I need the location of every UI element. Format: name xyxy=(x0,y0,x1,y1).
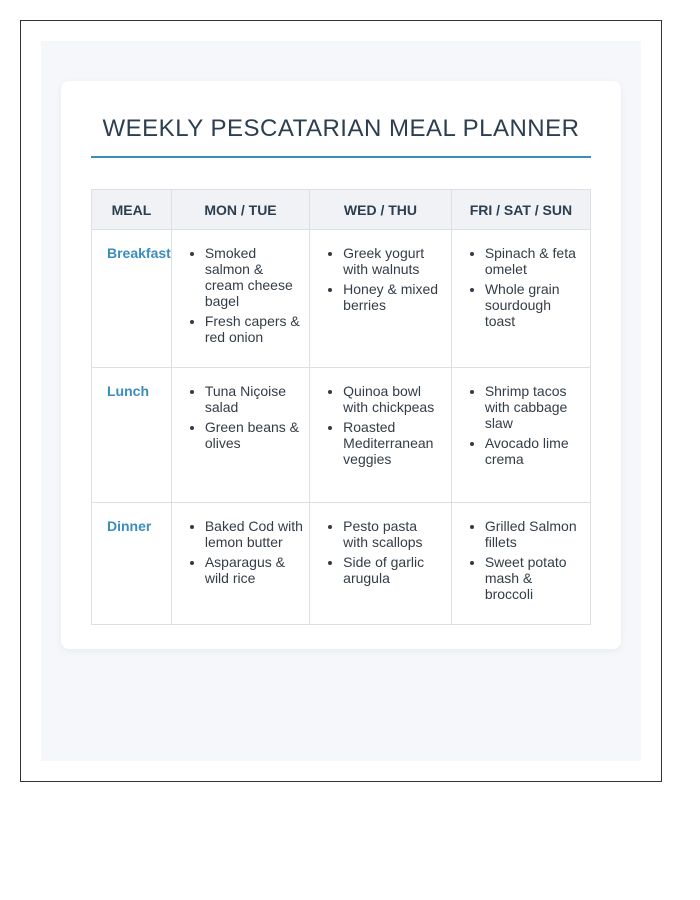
list-item: • Greek yogurt with walnuts xyxy=(343,245,445,277)
list-item: • Spinach & feta omelet xyxy=(485,245,584,277)
meal-label: Dinner xyxy=(92,503,172,625)
meal-table xyxy=(91,189,591,625)
table-row-lunch xyxy=(92,368,591,503)
cell-dinner-mon-tue xyxy=(171,503,309,625)
list-item: • Fresh capers & red onion xyxy=(205,313,303,345)
cell-lunch-fri-sun xyxy=(451,368,590,503)
table-header-row xyxy=(92,190,591,230)
page-title: WEEKLY PESCATARIAN MEAL PLANNER xyxy=(102,115,580,142)
list-item: • Asparagus & wild rice xyxy=(205,554,303,586)
list-item: • Side of garlic arugula xyxy=(343,554,445,586)
title-underline xyxy=(91,156,591,158)
table-row-dinner xyxy=(92,503,591,625)
list-item: • Quinoa bowl with chickpeas xyxy=(343,383,445,415)
header-wed-thu: WED / THU xyxy=(310,190,452,230)
cell-breakfast-mon-tue xyxy=(171,230,309,368)
list-item: • Shrimp tacos with cabbage slaw xyxy=(485,383,584,431)
planner-card xyxy=(61,81,621,649)
page-background xyxy=(41,41,641,761)
cell-lunch-wed-thu xyxy=(310,368,452,503)
list-item: • Grilled Salmon fillets xyxy=(485,518,584,550)
cell-lunch-mon-tue xyxy=(171,368,309,503)
list-item: • Honey & mixed berries xyxy=(343,281,445,313)
meal-label: Lunch xyxy=(92,368,172,503)
list-item: • Tuna Niçoise salad xyxy=(205,383,303,415)
list-item: • Pesto pasta with scallops xyxy=(343,518,445,550)
list-item: • Whole grain sourdough toast xyxy=(485,281,584,329)
header-meal: MEAL xyxy=(92,190,172,230)
table-row-breakfast xyxy=(92,230,591,368)
cell-dinner-fri-sun xyxy=(451,503,590,625)
list-item: • Green beans & olives xyxy=(205,419,303,451)
cell-breakfast-fri-sun xyxy=(451,230,590,368)
list-item: • Roasted Mediterranean veggies xyxy=(343,419,445,467)
list-item: • Avocado lime crema xyxy=(485,435,584,467)
cell-breakfast-wed-thu xyxy=(310,230,452,368)
cell-dinner-wed-thu xyxy=(310,503,452,625)
page-frame xyxy=(20,20,662,782)
list-item: • Smoked salmon & cream cheese bagel xyxy=(205,245,303,309)
header-fri-sat-sun: FRI / SAT / SUN xyxy=(451,190,590,230)
list-item: • Baked Cod with lemon butter xyxy=(205,518,303,550)
meal-label: Breakfast xyxy=(92,230,172,368)
list-item: • Sweet potato mash & broccoli xyxy=(485,554,584,602)
header-mon-tue: MON / TUE xyxy=(171,190,309,230)
